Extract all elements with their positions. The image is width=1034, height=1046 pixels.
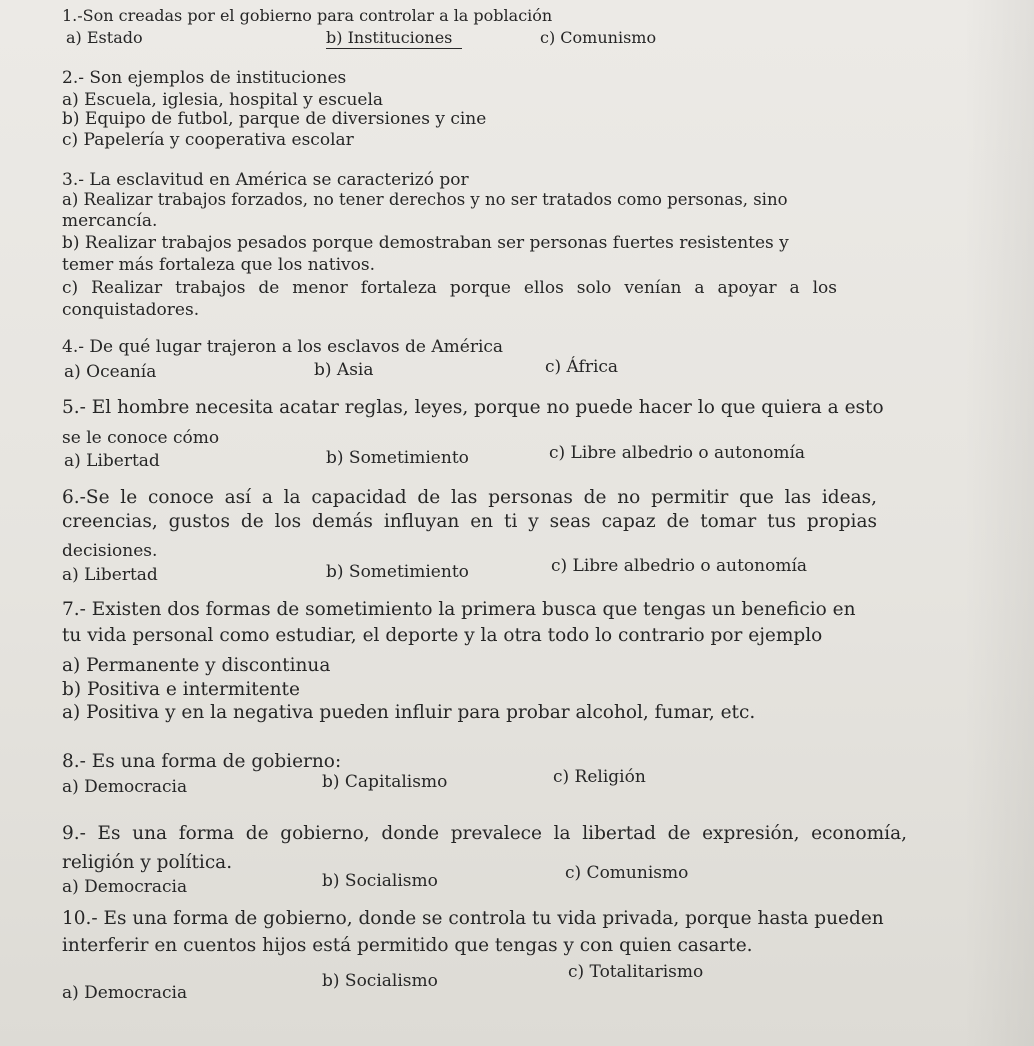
question-3-option-b-line2: temer más fortaleza que los nativos. [62, 255, 376, 275]
question-9-option-a: a) Democracia [62, 877, 188, 897]
question-5-option-c: c) Libre albedrio o autonomía [549, 443, 806, 463]
question-6-option-a: a) Libertad [62, 565, 158, 585]
question-5-option-b: b) Sometimiento [326, 448, 469, 468]
question-9-option-c: c) Comunismo [565, 863, 689, 883]
question-3-option-a-line2: mercancía. [62, 211, 158, 231]
question-10-prompt-line2: interferir en cuentos hijos está permitido que tengas y con quien casarte. [62, 935, 753, 956]
question-7-option-b: b) Positiva e intermitente [62, 679, 300, 700]
question-6-prompt-line1: 6.-Se le conoce así a la capacidad de las personas de no permitir que las ideas, [62, 487, 877, 508]
question-9-prompt-line2: religión y política. [62, 852, 233, 873]
question-5-prompt-line1: 5.- El hombre necesita acatar reglas, leyes, porque no puede hacer lo que quiera a esto [62, 397, 884, 418]
question-3-option-c-line1: c) Realizar trabajos de menor fortaleza porque ellos solo venían a apoyar a los [62, 278, 837, 298]
page-shadow [964, 0, 1034, 1046]
question-4-prompt: 4.- De qué lugar trajeron a los esclavos de América [62, 337, 504, 357]
question-10-option-a: a) Democracia [62, 983, 188, 1003]
question-6-prompt-line3: decisiones. [62, 541, 158, 561]
question-7-prompt-line2: tu vida personal como estudiar, el deporte y la otra todo lo contrario por ejemplo [62, 625, 823, 646]
question-6-option-c: c) Libre albedrio o autonomía [551, 556, 808, 576]
question-8-prompt: 8.- Es una forma de gobierno: [62, 751, 342, 772]
question-8-option-b: b) Capitalismo [322, 772, 448, 792]
question-4-option-b: b) Asia [314, 360, 374, 380]
question-5-option-a: a) Libertad [64, 451, 160, 471]
question-1-option-b-selected: b) Instituciones [326, 28, 462, 49]
question-6-prompt-line2: creencias, gustos de los demás influyan en ti y seas capaz de tomar tus propias [62, 511, 877, 532]
question-7-option-c: a) Positiva y en la negativa pueden influir para probar alcohol, fumar, etc. [62, 702, 756, 723]
question-10-option-b: b) Socialismo [322, 971, 438, 991]
question-2-option-c: c) Papelería y cooperativa escolar [62, 130, 354, 150]
question-6-option-b: b) Sometimiento [326, 562, 469, 582]
question-2-prompt: 2.- Son ejemplos de instituciones [62, 68, 347, 88]
question-10-prompt-line1: 10.- Es una forma de gobierno, donde se controla tu vida privada, porque hasta pueden [62, 908, 884, 929]
question-2-option-a: a) Escuela, iglesia, hospital y escuela [62, 90, 384, 110]
question-9-option-b: b) Socialismo [322, 871, 438, 891]
question-1-option-c: c) Comunismo [540, 28, 657, 47]
question-5-prompt-line2: se le conoce cómo [62, 428, 220, 448]
question-7-option-a: a) Permanente y discontinua [62, 655, 331, 676]
question-8-option-c: c) Religión [553, 767, 646, 787]
question-8-option-a: a) Democracia [62, 777, 188, 797]
question-3-option-c-line2: conquistadores. [62, 300, 200, 320]
question-1-prompt: 1.-Son creadas por el gobierno para controlar a la población [62, 6, 553, 25]
question-10-option-c: c) Totalitarismo [568, 962, 704, 982]
question-3-option-a-line1: a) Realizar trabajos forzados, no tener derechos y no ser tratados como personas, sino [62, 190, 788, 209]
question-1-option-a: a) Estado [66, 28, 143, 47]
question-4-option-c: c) África [545, 357, 619, 377]
question-3-option-b-line1: b) Realizar trabajos pesados porque demostraban ser personas fuertes resistentes y [62, 233, 789, 253]
question-9-prompt-line1: 9.- Es una forma de gobierno, donde prevalece la libertad de expresión, economía, [62, 823, 907, 844]
question-2-option-b: b) Equipo de futbol, parque de diversiones y cine [62, 109, 487, 129]
question-7-prompt-line1: 7.- Existen dos formas de sometimiento la primera busca que tengas un beneficio en [62, 599, 856, 620]
question-4-option-a: a) Oceanía [64, 362, 157, 382]
question-3-prompt: 3.- La esclavitud en América se caracterizó por [62, 170, 469, 190]
